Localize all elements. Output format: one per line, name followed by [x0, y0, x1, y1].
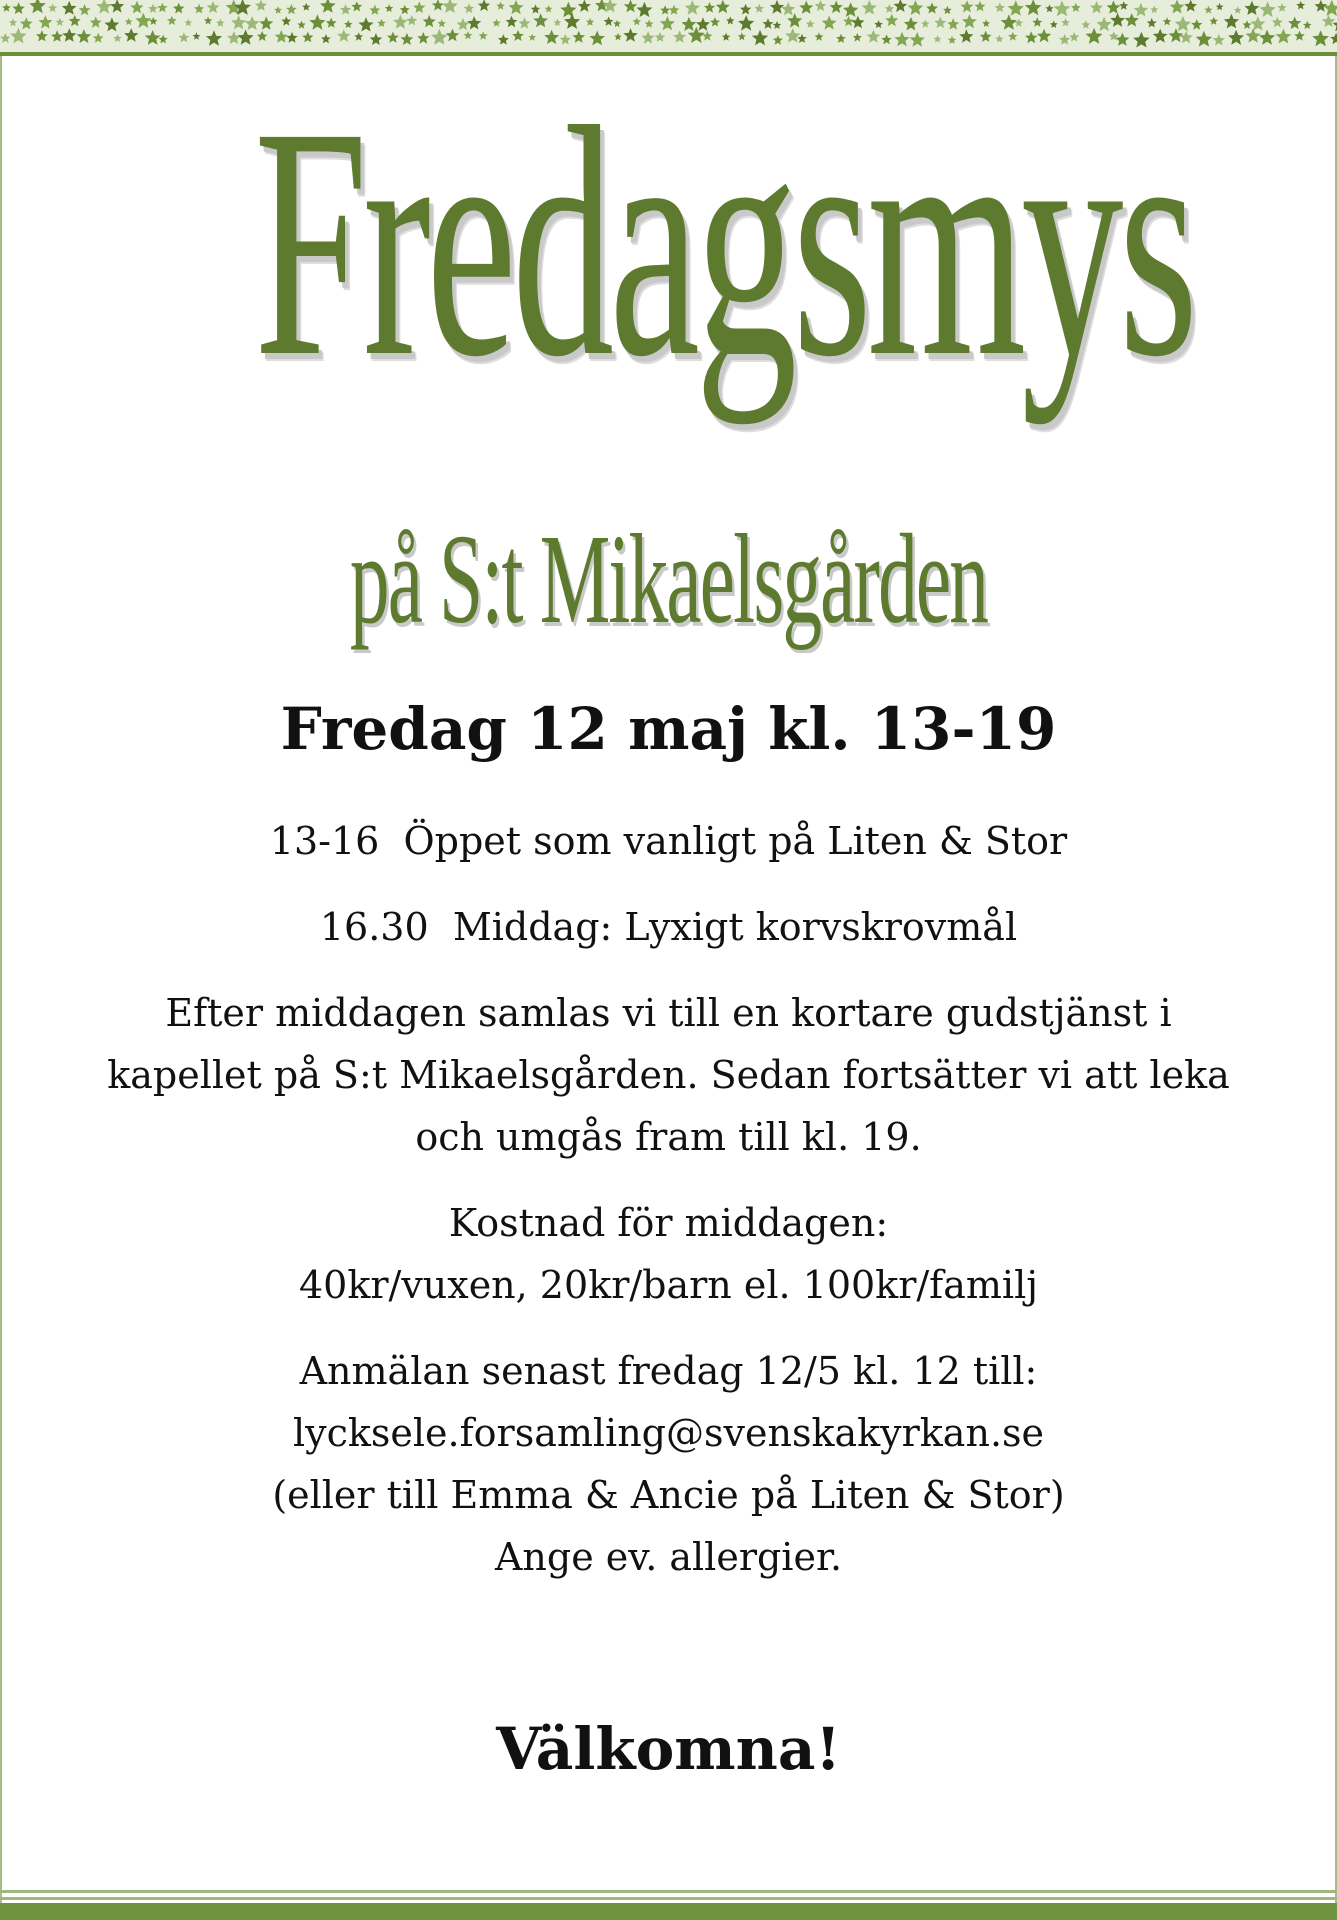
star-icon [910, 32, 925, 47]
star-icon [773, 35, 783, 45]
star-icon [423, 15, 436, 27]
registration-alternative: (eller till Emma & Ancie på Liten & Stor) [272, 1473, 1065, 1517]
star-icon [1259, 1, 1276, 17]
star-icon [400, 5, 410, 15]
poster-title: Fredagsmys [254, 60, 1194, 425]
star-icon [1210, 17, 1219, 25]
star-icon [785, 28, 800, 42]
star-icon [1032, 17, 1042, 27]
star-icon [20, 17, 33, 29]
star-icon [1025, 0, 1042, 15]
star-icon [943, 6, 952, 14]
star-icon [1134, 3, 1149, 17]
star-icon [1125, 13, 1139, 27]
star-icon [934, 35, 942, 43]
star-icon [673, 30, 686, 42]
star-icon [894, 0, 908, 12]
star-icon [1071, 3, 1081, 12]
star-icon [519, 17, 531, 28]
star-icon [1061, 18, 1070, 26]
star-icon [206, 30, 222, 45]
star-icon [722, 33, 730, 41]
star-icon [193, 32, 201, 40]
star-icon [0, 33, 10, 43]
star-icon [352, 1, 363, 11]
star-icon [589, 31, 605, 46]
star-icon [492, 19, 501, 27]
event-date: Fredag 12 maj kl. 13-19 [280, 695, 1057, 763]
star-icon [238, 30, 254, 45]
star-icon [1119, 1, 1128, 10]
star-icon [479, 31, 488, 40]
star-icon [157, 3, 167, 13]
star-icon [69, 15, 81, 26]
star-icon [125, 18, 133, 25]
star-icon [851, 16, 864, 29]
star-icon [12, 2, 24, 14]
star-icon [1170, 0, 1185, 14]
star-icon [885, 14, 898, 27]
star-icon [48, 4, 57, 13]
star-icon [624, 0, 637, 12]
star-icon [614, 33, 622, 40]
star-icon [227, 31, 241, 44]
star-icon [358, 17, 373, 31]
star-icon [309, 14, 325, 29]
star-icon [702, 31, 712, 41]
star-icon [921, 20, 930, 28]
star-icon [636, 2, 652, 17]
star-icon [1330, 33, 1337, 45]
star-icon [1213, 34, 1225, 46]
star-icon [894, 32, 909, 46]
star-icon [340, 4, 351, 15]
star-icon [1204, 6, 1212, 14]
star-icon [185, 19, 193, 26]
cost-paragraph [80, 1192, 1257, 1316]
star-icon [1045, 4, 1053, 12]
star-icon [642, 31, 655, 43]
star-icon [1272, 17, 1283, 28]
star-icon [1097, 17, 1112, 32]
star-icon [881, 34, 891, 44]
star-icon [959, 29, 973, 42]
star-icon [36, 30, 48, 41]
star-icon [393, 15, 408, 29]
star-icon [564, 14, 580, 29]
star-icon [843, 2, 859, 17]
star-icon [194, 4, 204, 14]
star-icon [1025, 31, 1038, 43]
star-icon [862, 0, 877, 15]
star-icon [478, 0, 490, 11]
star-icon [286, 4, 297, 14]
star-icon [406, 15, 417, 25]
star-icon [1081, 20, 1090, 29]
star-border-icon [0, 0, 1337, 56]
star-icon [1243, 20, 1252, 29]
star-icon [696, 17, 710, 31]
star-icon [464, 3, 475, 13]
star-icon [113, 34, 122, 42]
star-icon [604, 17, 614, 26]
star-icon [982, 20, 990, 27]
star-icon [457, 18, 470, 30]
star-icon [1015, 19, 1024, 27]
star-icon [207, 1, 220, 13]
star-icon [1216, 3, 1224, 10]
star-icon [496, 2, 505, 10]
star-icon [853, 33, 862, 42]
star-icon [948, 36, 957, 44]
star-icon [763, 18, 774, 28]
star-icon [738, 32, 746, 40]
star-icon [874, 20, 883, 28]
star-icon [710, 17, 720, 26]
poster-body [80, 810, 1257, 1612]
star-icon [432, 0, 444, 11]
star-icon [446, 29, 460, 42]
star-icon [275, 30, 288, 43]
star-icon [145, 30, 161, 45]
star-icon [926, 2, 938, 13]
star-icon [9, 18, 17, 26]
star-icon [417, 32, 429, 44]
star-icon [815, 32, 824, 40]
star-icon [167, 16, 177, 25]
star-icon [1278, 3, 1287, 12]
star-icon [1153, 29, 1168, 43]
star-icon [787, 13, 802, 28]
star-icon [660, 16, 675, 30]
schedule-text: Middag: Lyxigt korvskrovmål [452, 905, 1018, 949]
star-icon [752, 30, 768, 46]
star-icon [385, 4, 393, 12]
star-icon [29, 0, 46, 13]
star-icon [995, 3, 1005, 13]
star-icon [586, 18, 595, 26]
star-icon [413, 1, 425, 13]
star-icon [1150, 6, 1158, 14]
star-icon [885, 4, 894, 13]
schedule-time: 16.30 [319, 905, 429, 949]
star-icon [1228, 30, 1244, 45]
star-icon [623, 28, 637, 42]
star-icon [1175, 16, 1191, 32]
star-icon [130, 1, 143, 14]
schedule-item [80, 896, 1257, 958]
star-icon [738, 15, 754, 31]
star-icon [1008, 32, 1017, 41]
star-icon [231, 15, 246, 29]
star-icon [961, 0, 974, 12]
star-icon [1312, 30, 1329, 46]
star-icon [934, 17, 946, 29]
star-icon [1322, 15, 1335, 28]
star-icon [1008, 0, 1024, 16]
star-icon [79, 4, 91, 15]
registration-deadline: Anmälan senast fredag 12/5 kl. 12 till: [299, 1349, 1038, 1393]
star-icon [545, 5, 553, 13]
star-icon [149, 17, 157, 25]
star-icon [554, 19, 562, 26]
star-icon [613, 20, 621, 27]
star-icon [770, 0, 785, 14]
star-icon [431, 29, 448, 45]
star-icon [1234, 6, 1242, 13]
star-icon [377, 19, 386, 27]
star-icon [173, 3, 184, 14]
star-icon [704, 2, 715, 13]
star-icon [512, 30, 524, 41]
star-icon [995, 35, 1003, 43]
paragraph-line: kapellet på S:t Mikaelsgården. Sedan fortsätter vi att leka [107, 1053, 1230, 1097]
star-icon [10, 28, 27, 44]
star-icon [578, 0, 591, 12]
star-icon [297, 21, 306, 29]
star-icon [110, 0, 124, 13]
star-icon [1110, 13, 1125, 27]
star-icon [148, 4, 158, 13]
star-icon [560, 34, 571, 45]
star-icon [326, 18, 337, 28]
star-icon [259, 16, 273, 29]
star-icon [1259, 30, 1275, 45]
star-icon [645, 19, 654, 27]
star-icon [1184, 0, 1197, 12]
star-icon [1276, 29, 1292, 44]
star-icon [1115, 33, 1129, 46]
star-icon [255, 0, 267, 11]
star-icon [726, 16, 735, 24]
star-icon [836, 34, 846, 43]
star-icon [1323, 0, 1337, 16]
star-icon [1109, 31, 1119, 40]
cost-heading: Kostnad för middagen: [448, 1201, 889, 1245]
star-icon [354, 32, 363, 41]
star-icon [77, 29, 92, 43]
star-icon [1069, 32, 1079, 42]
star-icon [1191, 19, 1202, 30]
star-icon [257, 31, 268, 41]
star-icon [669, 5, 680, 15]
paragraph-line: och umgås fram till kl. 19. [415, 1115, 922, 1159]
star-icon [908, 0, 924, 15]
star-icon [1107, 1, 1121, 14]
star-icon [56, 18, 64, 26]
star-icon [1054, 0, 1071, 16]
star-icon [62, 28, 76, 41]
star-icon [216, 19, 225, 27]
star-icon [1224, 14, 1239, 29]
star-icon [51, 30, 63, 42]
star-icon [464, 31, 473, 39]
star-icon [633, 17, 642, 25]
star-icon [544, 30, 559, 44]
star-icon [286, 32, 297, 43]
star-icon [740, 4, 752, 15]
star-icon [1169, 28, 1184, 42]
after-dinner-paragraph [80, 982, 1257, 1168]
star-icon [781, 2, 795, 15]
paragraph-line: Efter middagen samlas vi till en kortare gudstjänst i [165, 991, 1172, 1035]
star-icon [38, 15, 52, 28]
star-icon [1288, 17, 1301, 30]
star-icon [62, 1, 77, 15]
registration-paragraph [80, 1340, 1257, 1588]
star-icon [685, 0, 700, 15]
star-icon [799, 1, 813, 14]
poster-subtitle: på S:t Mikaelsgården [349, 508, 988, 650]
star-icon [1294, 31, 1305, 41]
schedule-text: Öppet som vanligt på Liten & Stor [403, 819, 1068, 863]
star-icon [815, 0, 827, 11]
star-icon [509, 0, 524, 14]
star-icon [370, 5, 381, 15]
star-icon [96, 0, 112, 14]
welcome-text: Välkomna! [496, 1715, 841, 1783]
star-icon [442, 0, 458, 13]
star-icon [980, 31, 992, 42]
star-icon [274, 6, 282, 14]
star-icon [467, 16, 481, 29]
star-icon [806, 20, 815, 28]
star-icon [204, 17, 212, 25]
star-icon [135, 13, 151, 28]
star-icon [822, 16, 837, 30]
star-icon [401, 33, 414, 45]
star-icon [387, 32, 399, 43]
star-icon [655, 32, 666, 42]
star-icon [867, 30, 881, 43]
star-icon [529, 34, 537, 41]
star-icon [755, 4, 765, 13]
star-icon [1059, 34, 1070, 45]
star-icon [688, 27, 705, 43]
star-icon [572, 31, 585, 43]
star-icon [830, 1, 843, 14]
star-icon [773, 21, 782, 29]
star-icon [797, 34, 807, 43]
allergy-note: Ange ev. allergier. [494, 1535, 843, 1579]
star-icon [90, 16, 102, 27]
star-icon [1296, 1, 1305, 10]
star-icon [531, 4, 541, 13]
star-icon [105, 17, 120, 31]
star-icon [2, 3, 11, 11]
star-icon [506, 16, 518, 27]
star-icon [1250, 16, 1265, 30]
star-icon [245, 16, 260, 30]
star-icon [498, 34, 509, 44]
star-icon [1244, 1, 1259, 15]
star-icon [1196, 31, 1213, 47]
cost-prices: 40kr/vuxen, 20kr/barn el. 100kr/familj [298, 1263, 1039, 1307]
star-icon [947, 18, 959, 30]
schedule-item [80, 810, 1257, 872]
star-icon [1246, 28, 1261, 42]
star-icon [1050, 21, 1058, 29]
star-icon [1303, 21, 1312, 29]
star-icon [1037, 29, 1051, 43]
schedule-time: 13-16 [269, 819, 380, 863]
star-icon [1147, 18, 1157, 28]
star-icon [179, 32, 190, 42]
star-icon [962, 14, 977, 28]
star-icon [1163, 17, 1172, 25]
star-icon [904, 17, 918, 31]
star-icon [320, 0, 336, 13]
star-icon [321, 34, 331, 43]
star-icon [716, 0, 730, 13]
star-icon [344, 20, 352, 28]
star-icon [302, 3, 310, 11]
star-icon [974, 1, 985, 12]
star-icon [124, 28, 138, 42]
star-icon [1001, 14, 1017, 29]
star-icon [370, 33, 383, 45]
star-icon [93, 33, 104, 43]
star-icon [1180, 31, 1193, 44]
star-icon [533, 13, 548, 27]
registration-email: lycksele.forsamling@svenskakyrkan.se [292, 1411, 1045, 1455]
star-icon [1133, 32, 1150, 48]
star-icon [281, 16, 291, 25]
star-icon [302, 32, 313, 43]
bottom-border [0, 1890, 1337, 1920]
star-icon [660, 5, 670, 14]
star-icon [337, 29, 350, 42]
star-icon [438, 19, 446, 27]
star-icon [560, 2, 576, 18]
star-icon [682, 17, 697, 31]
star-icon [1090, 1, 1103, 13]
